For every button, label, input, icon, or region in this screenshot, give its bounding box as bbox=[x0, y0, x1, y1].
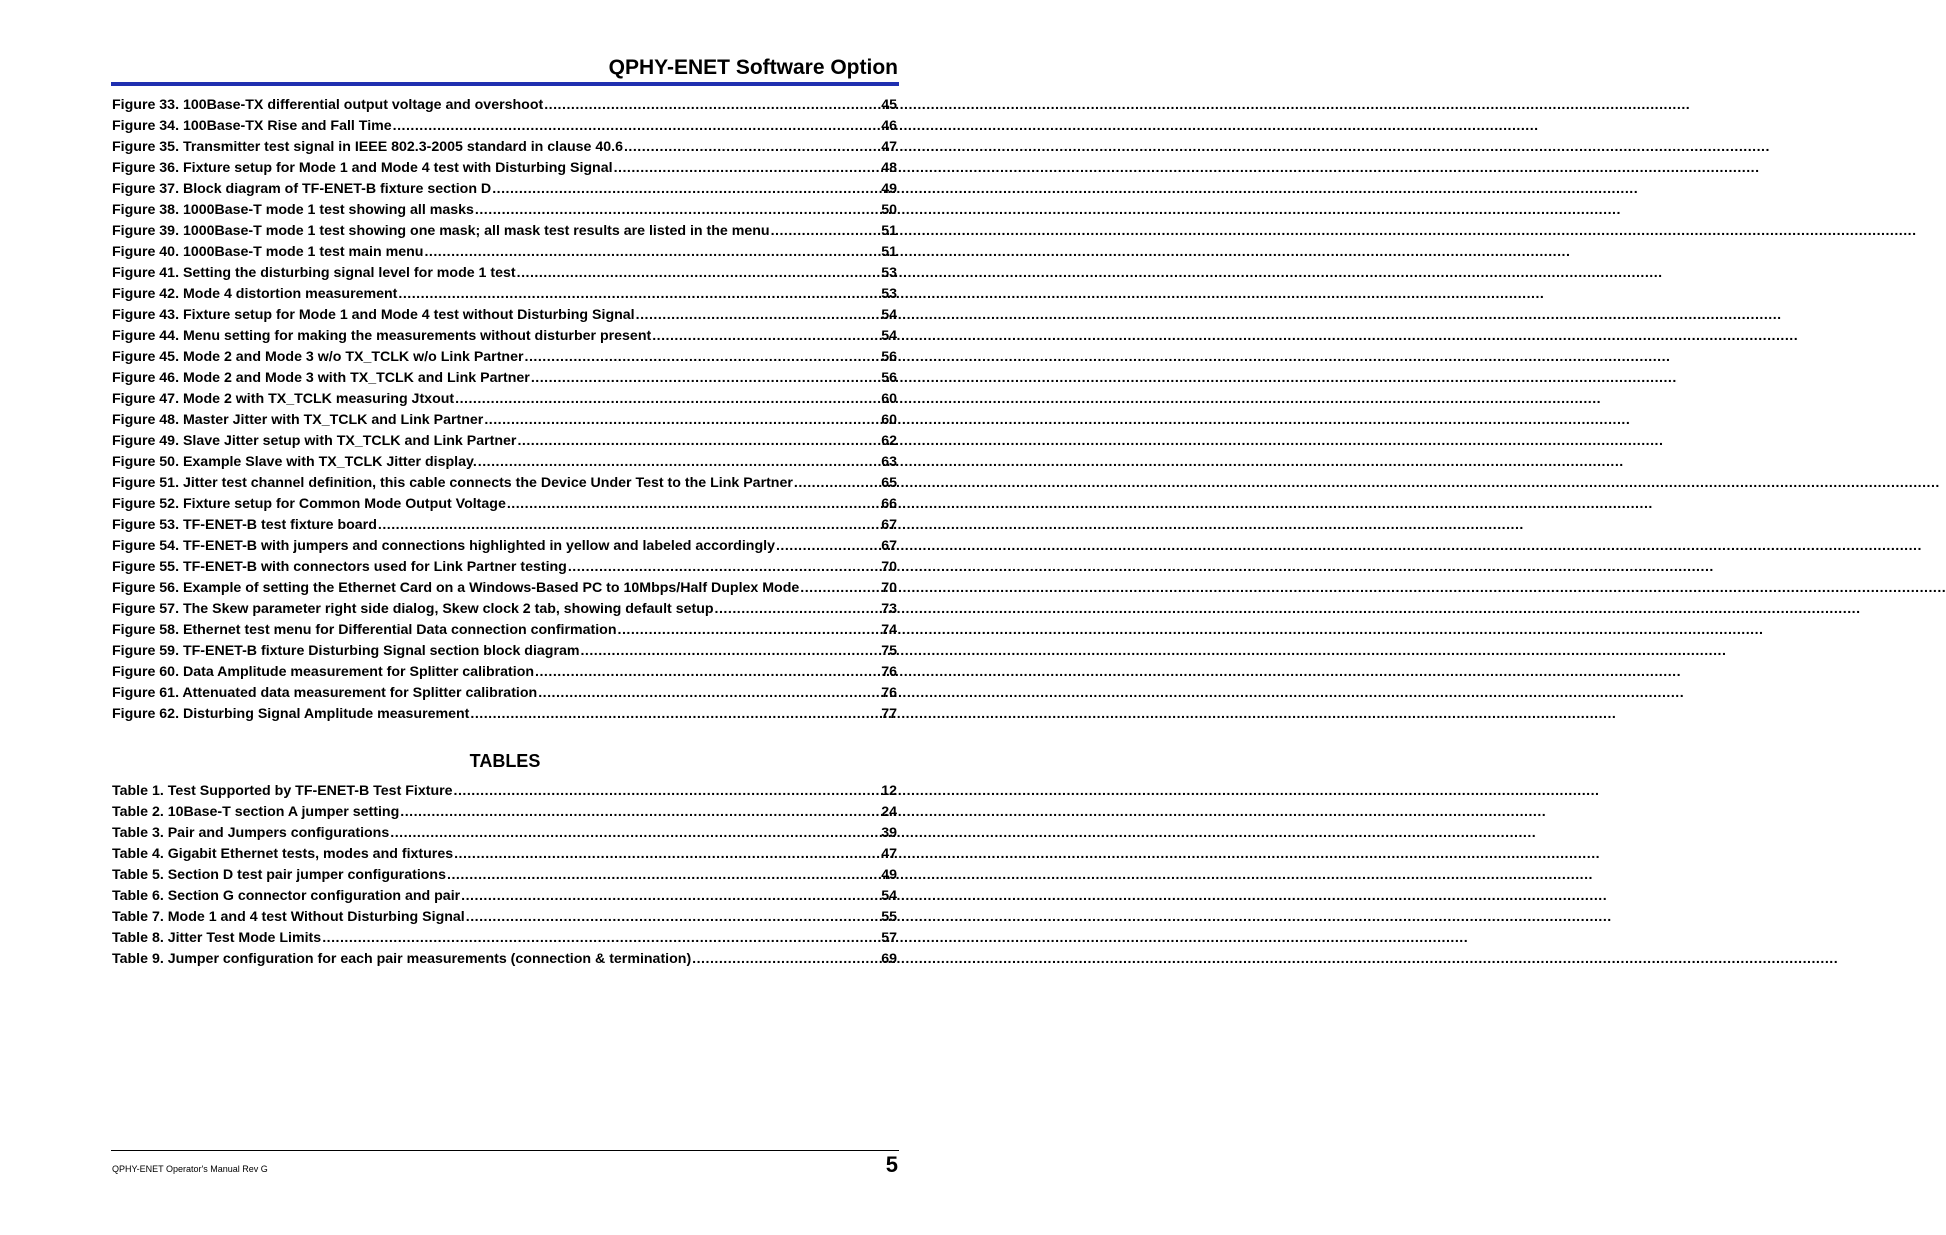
toc-entry-page: 56 bbox=[881, 370, 897, 386]
toc-entry-page: 24 bbox=[881, 804, 897, 820]
toc-dot-leader bbox=[390, 823, 880, 844]
toc-dot-leader bbox=[535, 662, 880, 683]
toc-dot-leader bbox=[478, 452, 880, 473]
toc-dot-leader bbox=[692, 949, 880, 970]
figures-list bbox=[112, 95, 897, 725]
toc-entry-label: Figure 41. Setting the disturbing signal level for mode 1 test bbox=[112, 265, 516, 281]
toc-dot-leader bbox=[507, 494, 880, 515]
toc-entry-label: Figure 36. Fixture setup for Mode 1 and Mode 4 test with Disturbing Signal bbox=[112, 160, 613, 176]
toc-dot-leader bbox=[776, 536, 880, 557]
toc-entry-page: 54 bbox=[881, 328, 897, 344]
toc-entry-page: 76 bbox=[881, 685, 897, 701]
toc-entry-label: Figure 54. TF-ENET-B with jumpers and connections highlighted in yellow and labeled accordingly bbox=[112, 538, 775, 554]
footer-page-number: 5 bbox=[885, 1152, 898, 1177]
table-toc-entry[interactable] bbox=[112, 907, 897, 928]
toc-entry-page: 70 bbox=[881, 559, 897, 575]
toc-dot-leader bbox=[517, 263, 881, 284]
toc-entry-label: Figure 51. Jitter test channel definition, this cable connects the Device Under Test to the Link Partner bbox=[112, 475, 793, 491]
figure-toc-entry[interactable] bbox=[112, 599, 897, 620]
table-toc-entry[interactable] bbox=[112, 823, 897, 844]
toc-dot-leader bbox=[378, 515, 880, 536]
table-toc-entry[interactable] bbox=[112, 928, 897, 949]
figure-toc-entry[interactable] bbox=[112, 116, 897, 137]
toc-entry-page: 70 bbox=[881, 580, 897, 596]
table-toc-entry[interactable] bbox=[112, 844, 897, 865]
toc-dot-leader bbox=[400, 802, 880, 823]
figure-toc-entry[interactable] bbox=[112, 410, 897, 431]
toc-dot-leader bbox=[393, 116, 881, 137]
figure-toc-entry[interactable] bbox=[112, 620, 897, 641]
toc-dot-leader bbox=[538, 683, 880, 704]
toc-entry-page: 67 bbox=[881, 517, 897, 533]
toc-dot-leader bbox=[454, 781, 881, 802]
toc-dot-leader bbox=[454, 844, 880, 865]
toc-entry-label: Figure 33. 100Base-TX differential output voltage and overshoot bbox=[112, 97, 544, 113]
toc-entry-page: 53 bbox=[881, 286, 897, 302]
toc-entry-label: Figure 39. 1000Base-T mode 1 test showing one mask; all mask test results are listed in the menu bbox=[112, 223, 770, 239]
toc-entry-label: Figure 35. Transmitter test signal in IEEE 802.3-2005 standard in clause 40.6 bbox=[112, 139, 623, 155]
toc-entry-label: Table 6. Section G connector configuration and pair bbox=[112, 888, 461, 904]
toc-entry-page: 39 bbox=[881, 825, 897, 841]
toc-entry-page: 54 bbox=[881, 888, 897, 904]
toc-entry-label: Figure 50. Example Slave with TX_TCLK Jitter display. bbox=[112, 454, 477, 470]
figure-toc-entry[interactable] bbox=[112, 494, 897, 515]
figure-toc-entry[interactable] bbox=[112, 263, 897, 284]
toc-entry-label: Figure 62. Disturbing Signal Amplitude measurement bbox=[112, 706, 470, 722]
toc-entry-page: 55 bbox=[881, 909, 897, 925]
figure-toc-entry[interactable] bbox=[112, 704, 897, 725]
figure-toc-entry[interactable] bbox=[112, 473, 897, 494]
toc-entry-page: 76 bbox=[881, 664, 897, 680]
toc-entry-label: Figure 42. Mode 4 distortion measurement bbox=[112, 286, 398, 302]
toc-dot-leader bbox=[447, 865, 880, 886]
toc-entry-page: 57 bbox=[881, 930, 897, 946]
toc-entry-page: 66 bbox=[881, 496, 897, 512]
figure-toc-entry[interactable] bbox=[112, 326, 897, 347]
toc-entry-label: Table 4. Gigabit Ethernet tests, modes and fixtures bbox=[112, 846, 454, 862]
toc-entry-page: 53 bbox=[881, 265, 897, 281]
toc-entry-label: Figure 56. Example of setting the Ethernet Card on a Windows-Based PC to 10Mbps/Half Duplex Mode bbox=[112, 580, 800, 596]
toc-entry-page: 60 bbox=[881, 412, 897, 428]
toc-dot-leader bbox=[618, 620, 881, 641]
toc-entry-label: Figure 45. Mode 2 and Mode 3 w/o TX_TCLK w/o Link Partner bbox=[112, 349, 524, 365]
footer-rule bbox=[111, 1150, 899, 1151]
toc-entry-label: Figure 60. Data Amplitude measurement for Splitter calibration bbox=[112, 664, 535, 680]
figure-toc-entry[interactable] bbox=[112, 284, 897, 305]
table-toc-entry[interactable] bbox=[112, 781, 897, 802]
toc-entry-page: 45 bbox=[881, 97, 897, 113]
table-toc-entry[interactable] bbox=[112, 886, 897, 907]
toc-entry-label: Figure 57. The Skew parameter right side dialog, Skew clock 2 tab, showing default setup bbox=[112, 601, 714, 617]
toc-dot-leader bbox=[492, 179, 880, 200]
figure-toc-entry[interactable] bbox=[112, 641, 897, 662]
toc-entry-page: 49 bbox=[881, 181, 897, 197]
toc-entry-page: 47 bbox=[881, 139, 897, 155]
header-rule bbox=[111, 82, 899, 86]
toc-entry-label: Figure 43. Fixture setup for Mode 1 and Mode 4 test without Disturbing Signal bbox=[112, 307, 635, 323]
toc-entry-label: Figure 59. TF-ENET-B fixture Disturbing Signal section block diagram bbox=[112, 643, 580, 659]
toc-entry-label: Table 3. Pair and Jumpers configurations bbox=[112, 825, 390, 841]
toc-entry-page: 51 bbox=[881, 223, 897, 239]
toc-entry-label: Figure 55. TF-ENET-B with connectors used for Link Partner testing bbox=[112, 559, 567, 575]
toc-dot-leader bbox=[484, 410, 880, 431]
toc-entry-label: Figure 52. Fixture setup for Common Mode Output Voltage bbox=[112, 496, 506, 512]
toc-entry-page: 67 bbox=[881, 538, 897, 554]
figure-toc-entry[interactable] bbox=[112, 158, 897, 179]
figure-toc-entry[interactable] bbox=[112, 347, 897, 368]
toc-dot-leader bbox=[398, 284, 880, 305]
toc-entry-page: 50 bbox=[881, 202, 897, 218]
toc-entry-label: Table 9. Jumper configuration for each pair measurements (connection & termination) bbox=[112, 951, 692, 967]
toc-entry-label: Figure 48. Master Jitter with TX_TCLK and Link Partner bbox=[112, 412, 484, 428]
toc-dot-leader bbox=[544, 95, 880, 116]
toc-entry-page: 60 bbox=[881, 391, 897, 407]
toc-entry-label: Figure 47. Mode 2 with TX_TCLK measuring Jtxout bbox=[112, 391, 455, 407]
figure-toc-entry[interactable] bbox=[112, 305, 897, 326]
figure-toc-entry[interactable] bbox=[112, 431, 897, 452]
tables-heading: TABLES bbox=[469, 751, 541, 771]
toc-entry-label: Figure 53. TF-ENET-B test fixture board bbox=[112, 517, 377, 533]
toc-entry-page: 54 bbox=[881, 307, 897, 323]
tables-list bbox=[112, 781, 897, 970]
figure-toc-entry[interactable] bbox=[112, 179, 897, 200]
toc-entry-label: Figure 44. Menu setting for making the measurements without disturber present bbox=[112, 328, 652, 344]
toc-entry-label: Figure 37. Block diagram of TF-ENET-B fixture section D bbox=[112, 181, 492, 197]
toc-entry-page: 62 bbox=[881, 433, 897, 449]
toc-dot-leader bbox=[771, 221, 881, 242]
figure-toc-entry[interactable] bbox=[112, 578, 897, 599]
figure-toc-entry[interactable] bbox=[112, 368, 897, 389]
figure-toc-entry[interactable] bbox=[112, 137, 897, 158]
toc-entry-label: Figure 38. 1000Base-T mode 1 test showing all masks bbox=[112, 202, 474, 218]
figure-toc-entry[interactable] bbox=[112, 221, 897, 242]
toc-dot-leader bbox=[475, 200, 880, 221]
toc-entry-label: Figure 40. 1000Base-T mode 1 test main menu bbox=[112, 244, 424, 260]
toc-entry-page: 49 bbox=[881, 867, 897, 883]
toc-dot-leader bbox=[568, 557, 880, 578]
figure-toc-entry[interactable] bbox=[112, 95, 897, 116]
toc-entry-label: Figure 61. Attenuated data measurement for Splitter calibration bbox=[112, 685, 538, 701]
toc-entry-page: 51 bbox=[881, 244, 897, 260]
figure-toc-entry[interactable] bbox=[112, 536, 897, 557]
toc-entry-page: 46 bbox=[881, 118, 897, 134]
table-toc-entry[interactable] bbox=[112, 802, 897, 823]
figure-toc-entry[interactable] bbox=[112, 389, 897, 410]
toc-entry-page: 12 bbox=[881, 783, 897, 799]
footer-manual-title: QPHY-ENET Operator's Manual Rev G bbox=[112, 1164, 268, 1174]
toc-dot-leader bbox=[624, 137, 880, 158]
toc-dot-leader bbox=[525, 347, 881, 368]
toc-entry-label: Table 8. Jitter Test Mode Limits bbox=[112, 930, 322, 946]
table-toc-entry[interactable] bbox=[112, 865, 897, 886]
toc-dot-leader bbox=[424, 242, 880, 263]
toc-entry-page: 63 bbox=[881, 454, 897, 470]
toc-dot-leader bbox=[461, 886, 880, 907]
toc-dot-leader bbox=[800, 578, 880, 599]
toc-entry-label: Table 2. 10Base-T section A jumper setting bbox=[112, 804, 400, 820]
toc-entry-label: Figure 58. Ethernet test menu for Differential Data connection confirmation bbox=[112, 622, 617, 638]
figure-toc-entry[interactable] bbox=[112, 683, 897, 704]
toc-entry-page: 48 bbox=[881, 160, 897, 176]
toc-entry-label: Figure 34. 100Base-TX Rise and Fall Time bbox=[112, 118, 392, 134]
toc-entry-page: 56 bbox=[881, 349, 897, 365]
toc-entry-label: Table 1. Test Supported by TF-ENET-B Test Fixture bbox=[112, 783, 453, 799]
toc-dot-leader bbox=[531, 368, 880, 389]
toc-entry-label: Table 7. Mode 1 and 4 test Without Disturbing Signal bbox=[112, 909, 465, 925]
toc-dot-leader bbox=[517, 431, 880, 452]
toc-entry-page: 74 bbox=[881, 622, 897, 638]
toc-dot-leader bbox=[580, 641, 880, 662]
toc-entry-page: 75 bbox=[881, 643, 897, 659]
toc-dot-leader bbox=[652, 326, 880, 347]
toc-entry-label: Table 5. Section D test pair jumper configurations bbox=[112, 867, 446, 883]
page-header-title: QPHY-ENET Software Option bbox=[608, 56, 898, 79]
table-toc-entry[interactable] bbox=[112, 949, 897, 970]
toc-entry-page: 47 bbox=[881, 846, 897, 862]
toc-dot-leader bbox=[322, 928, 880, 949]
figure-toc-entry[interactable] bbox=[112, 452, 897, 473]
toc-entry-label: Figure 46. Mode 2 and Mode 3 with TX_TCLK and Link Partner bbox=[112, 370, 530, 386]
toc-dot-leader bbox=[715, 599, 881, 620]
toc-entry-page: 77 bbox=[881, 706, 897, 722]
toc-entry-page: 69 bbox=[881, 951, 897, 967]
figure-toc-entry[interactable] bbox=[112, 662, 897, 683]
figure-toc-entry[interactable] bbox=[112, 515, 897, 536]
toc-dot-leader bbox=[466, 907, 880, 928]
toc-dot-leader bbox=[470, 704, 880, 725]
toc-entry-page: 73 bbox=[881, 601, 897, 617]
figure-toc-entry[interactable] bbox=[112, 242, 897, 263]
toc-entry-page: 65 bbox=[881, 475, 897, 491]
toc-dot-leader bbox=[636, 305, 881, 326]
toc-dot-leader bbox=[455, 389, 880, 410]
toc-dot-leader bbox=[794, 473, 880, 494]
figure-toc-entry[interactable] bbox=[112, 557, 897, 578]
toc-entry-label: Figure 49. Slave Jitter setup with TX_TCLK and Link Partner bbox=[112, 433, 517, 449]
toc-dot-leader bbox=[614, 158, 881, 179]
figure-toc-entry[interactable] bbox=[112, 200, 897, 221]
